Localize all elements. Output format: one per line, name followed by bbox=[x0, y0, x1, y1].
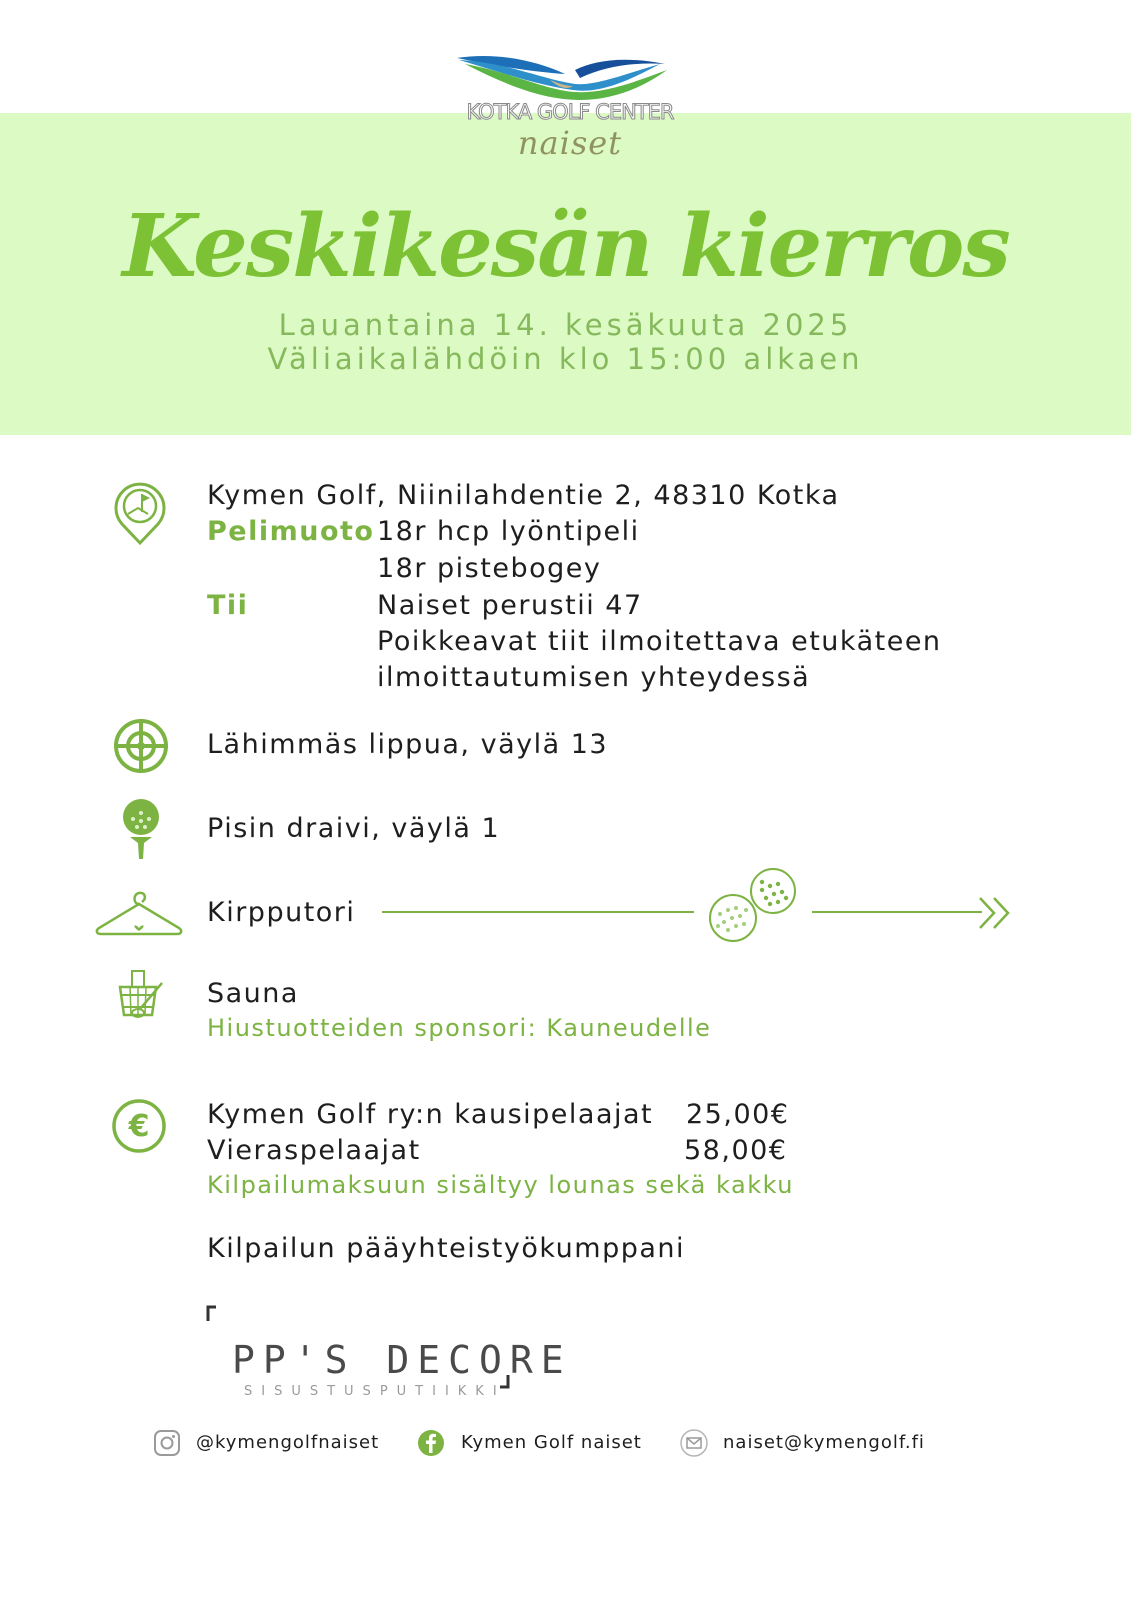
hanger-icon bbox=[95, 888, 183, 940]
longest-drive-text: Pisin draivi, väylä 1 bbox=[207, 813, 501, 844]
tee-value: Naiset perustii 47 bbox=[377, 590, 643, 621]
format-label: Pelimuoto bbox=[207, 516, 375, 547]
fee-note: Kilpailumaksuun sisältyy lounas sekä kakku bbox=[207, 1171, 794, 1199]
closest-to-pin-text: Lähimmäs lippua, väylä 13 bbox=[207, 729, 609, 760]
event-start-time: Väliaikalähdöin klo 15:00 alkaen bbox=[267, 342, 864, 376]
golf-ball-tee-icon bbox=[120, 797, 162, 861]
euro-icon bbox=[111, 1098, 167, 1154]
facebook-page-name[interactable]: Kymen Golf naiset bbox=[461, 1432, 642, 1453]
svg-text:€: € bbox=[128, 1109, 150, 1144]
map-pin-golf-icon bbox=[112, 480, 168, 546]
venue-address: Kymen Golf, Niinilahdentie 2, 48310 Kotka bbox=[207, 480, 840, 511]
instagram-handle[interactable]: @kymengolfnaiset bbox=[196, 1432, 380, 1453]
event-title: Keskikesän kierros bbox=[122, 196, 1009, 297]
divider-line bbox=[382, 911, 694, 913]
tee-value: Poikkeavat tiit ilmoitettava etukäteen bbox=[377, 626, 942, 657]
divider-line bbox=[812, 911, 982, 913]
logo-name: KOTKA GOLF CENTER bbox=[466, 100, 674, 124]
partner-logo-name: PP'S DECORE bbox=[232, 1338, 572, 1382]
double-chevron-right-icon bbox=[978, 896, 1014, 930]
format-value: 18r hcp lyöntipeli bbox=[377, 516, 640, 547]
flea-market-text: Kirpputori bbox=[207, 897, 356, 928]
email-address[interactable]: naiset@kymengolf.fi bbox=[723, 1432, 925, 1453]
sauna-text: Sauna bbox=[207, 978, 299, 1009]
format-value: 18r pistebogey bbox=[377, 553, 602, 584]
sponsor-text: Hiustuotteiden sponsori: Kauneudelle bbox=[207, 1014, 712, 1042]
facebook-icon[interactable] bbox=[417, 1429, 445, 1457]
email-icon[interactable] bbox=[680, 1429, 708, 1457]
tee-value: ilmoittautumisen yhteydessä bbox=[377, 662, 811, 693]
fee-label: Kymen Golf ry:n kausipelaajat bbox=[207, 1099, 654, 1130]
logo-subtitle: naiset bbox=[517, 124, 623, 162]
target-icon bbox=[112, 717, 170, 775]
fee-price: 25,00€ bbox=[686, 1099, 790, 1130]
sauna-bucket-icon bbox=[114, 965, 166, 1021]
tee-label: Tii bbox=[207, 590, 249, 621]
golf-balls-icon bbox=[706, 866, 800, 946]
fee-price: 58,00€ bbox=[684, 1135, 788, 1166]
event-date: Lauantaina 14. kesäkuuta 2025 bbox=[278, 308, 853, 342]
fee-label: Vieraspelaajat bbox=[207, 1135, 421, 1166]
partner-heading: Kilpailun pääyhteistyökumppani bbox=[207, 1233, 686, 1264]
partner-logo-tagline: SISUSTUSPUTIIKKI bbox=[244, 1384, 506, 1399]
instagram-icon[interactable] bbox=[153, 1429, 181, 1457]
